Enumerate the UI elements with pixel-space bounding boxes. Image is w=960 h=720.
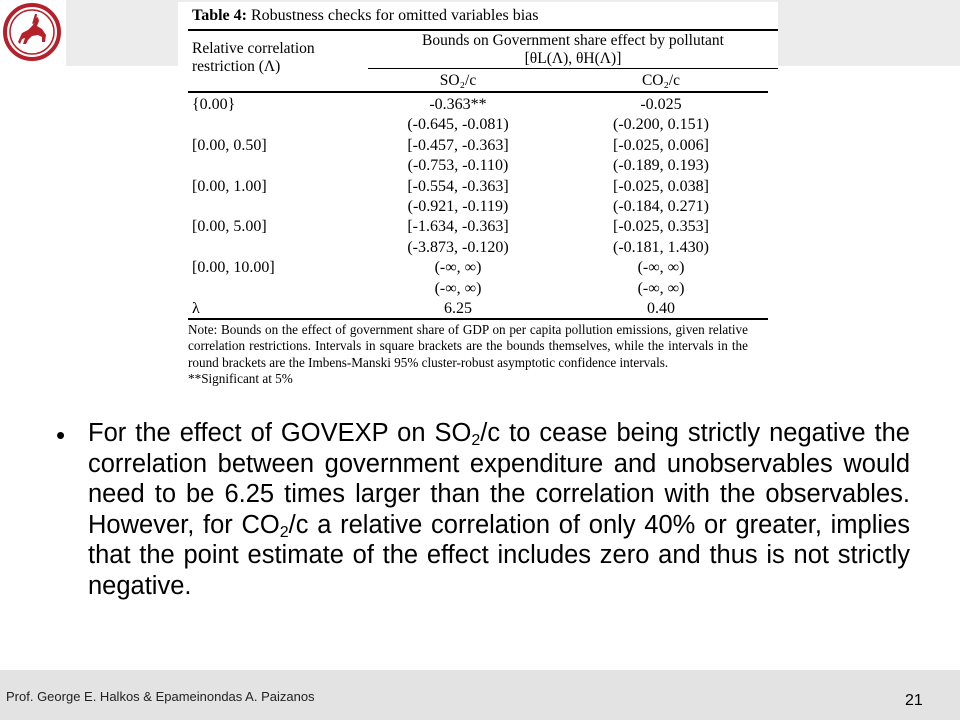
bullet-subscript-1: 2 <box>471 432 481 449</box>
table-title-number: Table 4: <box>192 7 247 24</box>
table-cell-so2: 6.25 <box>444 300 472 317</box>
table-cell-so2: [-0.554, -0.363] <box>407 177 509 195</box>
header-col-co2: CO₂/c <box>641 72 681 89</box>
footer-authors: Prof. George E. Halkos & Epameinondas A. Paizanos <box>6 689 315 704</box>
table-bottom-rule <box>188 318 768 320</box>
table-cell-so2: (-0.921, -0.119) <box>407 198 509 215</box>
header-col1-line1: Relative correlation <box>192 40 315 57</box>
header-group-line1: Bounds on Government share effect by pollutant <box>422 32 724 49</box>
header-col-so2: SO₂/c <box>439 72 477 89</box>
header-group-rule <box>368 68 778 69</box>
table-row-label: λ <box>192 300 200 317</box>
logo-container <box>0 0 66 66</box>
table-significance-note: **Significant at 5% <box>188 371 293 387</box>
table-cell-so2: -0.363** <box>429 96 487 113</box>
table-cell-co2: (-0.181, 1.430) <box>613 238 709 256</box>
table-cell-co2: (-∞, ∞) <box>637 259 685 277</box>
table-note <box>188 322 748 388</box>
table-cell-co2: [-0.025, 0.353] <box>613 218 709 236</box>
table-cell-so2: (-0.753, -0.110) <box>407 157 509 175</box>
bullet-text-part3: /c a relative correlation of only 40% or greater, implies that the point estimate of the effect includes zero and thus is not strictly negative. <box>88 510 910 600</box>
table-cell-co2: (-0.189, 0.193) <box>613 157 709 175</box>
table-title <box>192 7 538 25</box>
table-cell-so2: (-3.873, -0.120) <box>407 238 509 256</box>
table-title-text: Robustness checks for omitted variables bias <box>246 7 539 24</box>
table-cell-co2: [-0.025, 0.006] <box>613 136 709 154</box>
table-row-label: {0.00} <box>192 96 236 113</box>
table-cell-so2: (-0.645, -0.081) <box>407 116 509 134</box>
table-cell-so2: (-∞, ∞) <box>434 259 482 277</box>
table-row-label: [0.00, 1.00] <box>192 177 267 195</box>
table-cell-so2: [-1.634, -0.363] <box>407 218 509 236</box>
table-cell-co2: [-0.025, 0.038] <box>613 177 709 195</box>
bullet-icon: • <box>56 420 66 450</box>
table-cell-co2: (-∞, ∞) <box>637 279 685 297</box>
table-row-label: [0.00, 5.00] <box>192 218 267 236</box>
header-group-line2: [θL(Λ), θH(Λ)] <box>524 50 622 67</box>
bullet-text-part2: /c to cease being strictly negative the correlation between government expenditure and unobservables would need to be 6.25 times larger than the correlation with the observables. However, for CO <box>88 419 910 539</box>
bullet-text-part1: For the effect of GOVEXP on SO <box>88 419 472 447</box>
table-note-text: Note: Bounds on the effect of government share of GDP on per capita pollution emissions, given relative correlation restrictions. Intervals in square brackets are the bounds themselves, while the intervals in the round brackets are the Imbens-Manski 95% cluster-robust asymptotic confidence intervals. <box>188 322 748 370</box>
header-col1-line2: restriction (Λ) <box>192 58 281 75</box>
bullet-subscript-2: 2 <box>279 523 289 541</box>
table-cell-co2: (-0.184, 0.271) <box>613 198 709 215</box>
table-cell-co2: (-0.200, 0.151) <box>613 116 709 134</box>
bullet-text <box>88 418 910 601</box>
robustness-table <box>178 2 778 412</box>
header-bottom-rule <box>188 91 768 93</box>
table-cell-so2: (-∞, ∞) <box>434 279 482 297</box>
table-cell-co2: -0.025 <box>640 96 682 113</box>
table-cell-co2: 0.40 <box>647 300 675 317</box>
table-row-label: [0.00, 10.00] <box>192 259 275 277</box>
table-top-rule <box>188 29 778 31</box>
table-row-label: [0.00, 0.50] <box>192 136 267 154</box>
table-cell-so2: [-0.457, -0.363] <box>407 136 509 154</box>
page-number: 21 <box>905 692 923 709</box>
university-logo-icon <box>2 2 62 62</box>
